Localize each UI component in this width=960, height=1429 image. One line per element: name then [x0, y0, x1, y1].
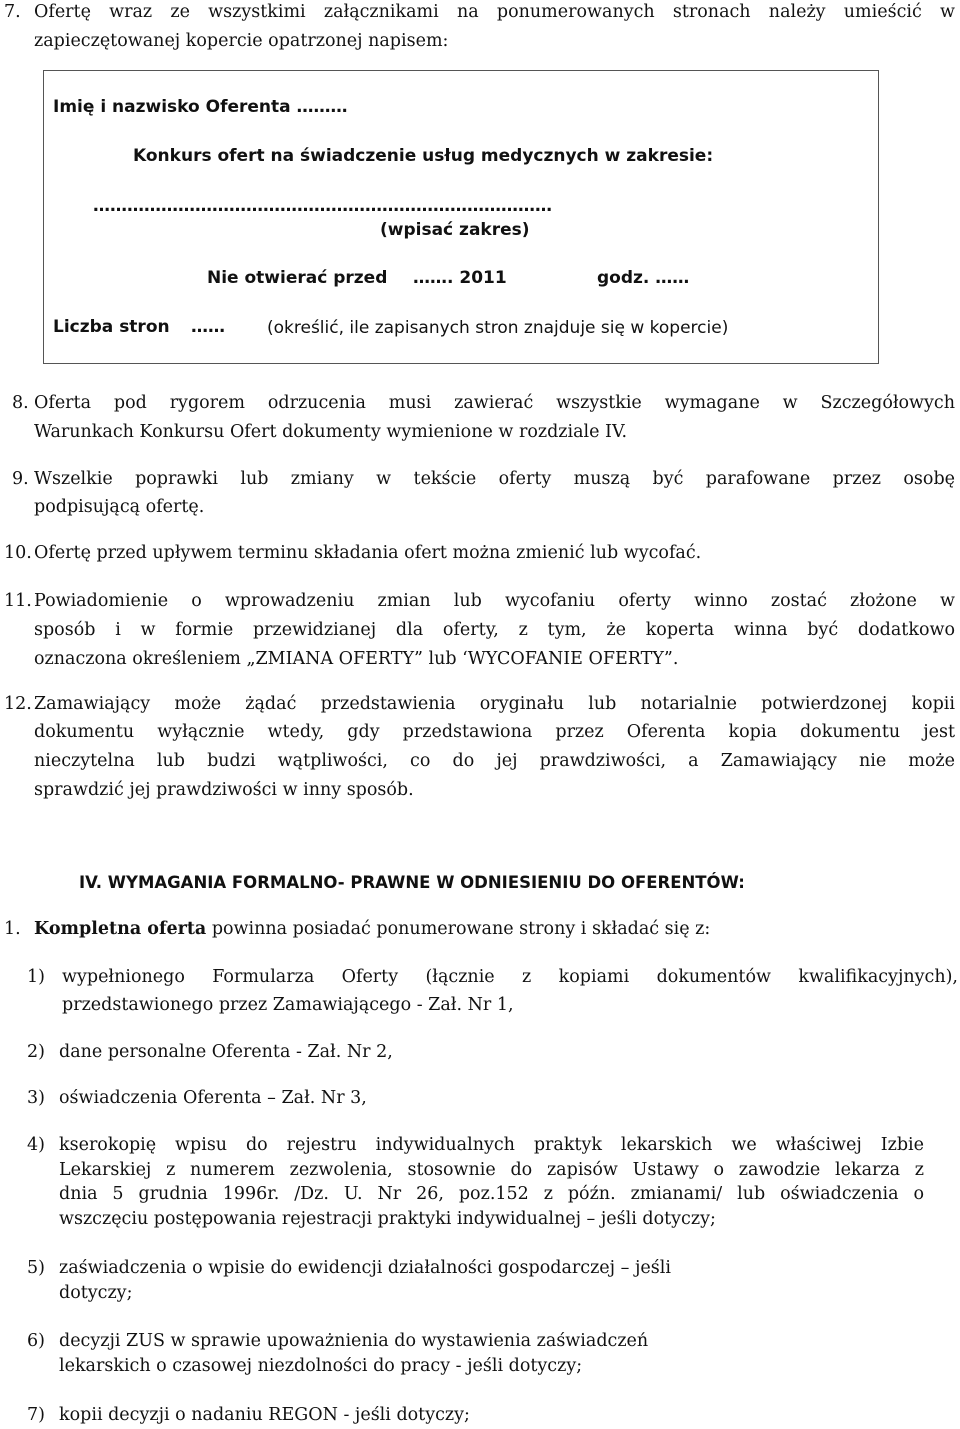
- item-number: 12.: [4, 694, 32, 714]
- item-10-line-1: Ofertę przed upływem terminu składania ofert można zmienić lub wycofać.: [34, 543, 702, 563]
- point-1-rest: powinna posiadać ponumerowane strony i składać się z:: [206, 919, 711, 939]
- item-7-line-2: zapieczętowanej kopercie opatrzonej napisem:: [34, 31, 449, 51]
- section-heading: IV. WYMAGANIA FORMALNO- PRAWNE W ODNIESIENIU DO OFERENTÓW:: [79, 873, 745, 892]
- point-1-text: [34, 919, 955, 939]
- pages-label: Liczba stron: [53, 317, 170, 337]
- list-item-number: 3): [27, 1088, 45, 1108]
- list-item-4-line-3: dnia 5 grudnia 1996r. /Dz. U. Nr 26, poz.152 z późn. zmianami/ lub oświadczenia o: [59, 1184, 924, 1204]
- complete-offer-term: Kompletna oferta: [34, 919, 207, 939]
- list-item-number: 2): [27, 1042, 45, 1062]
- pages-dots: ……: [191, 317, 225, 337]
- list-item-7-line-1: kopii decyzji o nadaniu REGON - jeśli dotyczy;: [59, 1405, 470, 1425]
- scope-hint: (wpisać zakres): [380, 220, 530, 240]
- list-item-number: 5): [27, 1258, 45, 1278]
- open-date: ……. 2011: [413, 268, 507, 288]
- item-number: 7.: [4, 2, 21, 22]
- item-number: 10.: [4, 543, 32, 563]
- open-hour: godz. ……: [597, 268, 690, 288]
- item-12-line-2: dokumentu wyłącznie wtedy, gdy przedstawiona przez Oferenta kopia dokumentu jest: [34, 722, 955, 742]
- item-7-line-1: Ofertę wraz ze wszystkimi załącznikami na ponumerowanych stronach należy umieścić w: [34, 2, 955, 22]
- list-item-number: 4): [27, 1135, 45, 1155]
- item-12-line-3: nieczytelna lub budzi wątpliwości, co do jej prawdziwości, a Zamawiający nie może: [34, 751, 955, 771]
- item-12-line-4: sprawdzić jej prawdziwości w inny sposób.: [34, 780, 414, 800]
- scope-dots: ………………………………………………………………………: [93, 196, 552, 216]
- list-item-5-line-1: zaświadczenia o wpisie do ewidencji działalności gospodarczej – jeśli: [59, 1258, 671, 1278]
- item-11-line-3: oznaczona określeniem „ZMIANA OFERTY” lub ‘WYCOFANIE OFERTY”.: [34, 649, 679, 669]
- list-item-number: 7): [27, 1405, 45, 1425]
- item-8-line-2: Warunkach Konkursu Ofert dokumenty wymienione w rozdziale IV.: [34, 422, 628, 442]
- item-number: 11.: [4, 591, 32, 611]
- list-item-6-line-2: lekarskich o czasowej niezdolności do pracy - jeśli dotyczy;: [59, 1356, 583, 1376]
- pages-hint: (określić, ile zapisanych stron znajduje się w kopercie): [267, 318, 729, 338]
- item-12-line-1: Zamawiający może żądać przedstawienia oryginału lub notarialnie potwierdzonej kopii: [34, 694, 955, 714]
- item-number: 8.: [12, 393, 29, 413]
- list-item-4-line-1: kserokopię wpisu do rejestru indywidualnych praktyk lekarskich we właściwej Izbie: [59, 1135, 924, 1155]
- list-item-1-line-2: przedstawionego przez Zamawiającego - Zał. Nr 1,: [62, 995, 514, 1015]
- list-item-4-line-4: wszczęciu postępowania rejestracji praktyki indywidualnej – jeśli dotyczy;: [59, 1209, 716, 1229]
- list-item-6-line-1: decyzji ZUS w sprawie upoważnienia do wystawienia zaświadczeń: [59, 1331, 649, 1351]
- list-item-number: 1): [27, 967, 45, 987]
- do-not-open-label: Nie otwierać przed: [207, 268, 388, 288]
- item-number: 1.: [4, 919, 21, 939]
- list-item-1-line-1: wypełnionego Formularza Oferty (łącznie z kopiami dokumentów kwalifikacyjnych),: [62, 967, 958, 987]
- offerer-name-label: Imię i nazwisko Oferenta ………: [53, 97, 348, 117]
- item-8-line-1: Oferta pod rygorem odrzucenia musi zawierać wszystkie wymagane w Szczegółowych: [34, 393, 955, 413]
- list-item-2-line-1: dane personalne Oferenta - Zał. Nr 2,: [59, 1042, 393, 1062]
- item-11-line-1: Powiadomienie o wprowadzeniu zmian lub wycofaniu oferty winno zostać złożone w: [34, 591, 955, 611]
- item-number: 9.: [12, 469, 29, 489]
- list-item-number: 6): [27, 1331, 45, 1351]
- list-item-3-line-1: oświadczenia Oferenta – Zał. Nr 3,: [59, 1088, 367, 1108]
- contest-label: Konkurs ofert na świadczenie usług medycznych w zakresie:: [133, 146, 714, 166]
- item-11-line-2: sposób i w formie przewidzianej dla oferty, z tym, że koperta winna być dodatkowo: [34, 620, 955, 640]
- item-9-line-2: podpisującą ofertę.: [34, 497, 205, 517]
- list-item-5-line-2: dotyczy;: [59, 1283, 133, 1303]
- item-9-line-1: Wszelkie poprawki lub zmiany w tekście oferty muszą być parafowane przez osobę: [34, 469, 955, 489]
- list-item-4-line-2: Lekarskiej z numerem zezwolenia, stosownie do zapisów Ustawy o zawodzie lekarza z: [59, 1160, 924, 1180]
